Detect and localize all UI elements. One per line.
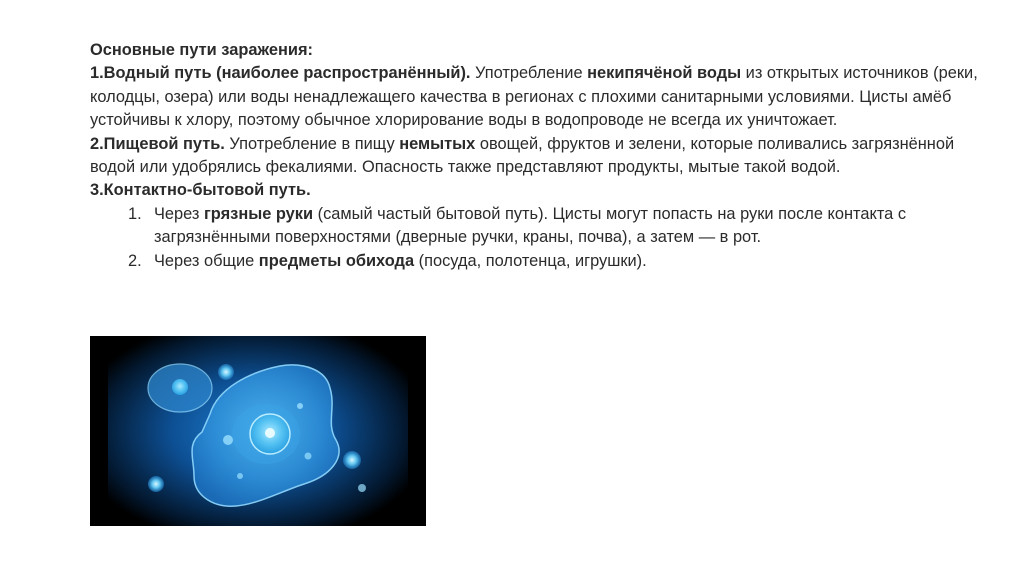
water-bold-1: некипячёной воды	[587, 64, 742, 83]
food-text-2: овощей, фруктов и зелени, которые поливались загрязнённой водой или удобрялись фекалиями. Опасность также представляют продукты, мытые такой водой.	[90, 134, 955, 177]
list-item-text-2: (посуда, полотенца, игрушки).	[414, 251, 647, 270]
water-text-1: Употребление	[470, 64, 588, 83]
list-item-text-2: (самый частый бытовой путь). Цисты могут попасть на руки после контакта с загрязнёнными поверхностями (дверные ручки, краны, почва), а затем — в рот.	[154, 204, 907, 247]
list-item-number: 1.	[128, 204, 142, 223]
food-bold-1: немытых	[399, 134, 476, 153]
slide-title: Основные пути заражения:	[90, 41, 313, 59]
amoeba-image	[90, 336, 426, 526]
list-item	[90, 250, 990, 273]
list-item	[90, 203, 990, 250]
amoeba-micrograph	[90, 336, 426, 526]
water-text-2: из открытых источников (реки, колодцы, озера) или воды ненадлежащего качества в регионах с плохими санитарными условиями. Цисты амёб устойчивы к хлору, поэтому обычное хлорирование воды в водопроводе не всегда их уничтожает.	[90, 64, 978, 130]
contact-route-list	[90, 203, 990, 273]
food-route-label: 2.Пищевой путь.	[90, 134, 225, 153]
text-content	[90, 39, 990, 273]
water-route-paragraph	[90, 62, 990, 132]
list-item-text-1: Через общие	[154, 251, 259, 270]
list-item-number: 2.	[128, 251, 142, 270]
list-item-bold: предметы обихода	[258, 251, 415, 270]
food-route-paragraph	[90, 133, 990, 180]
contact-route-label: 3.Контактно-бытовой путь.	[90, 181, 311, 200]
food-text-1: Употребление в пищу	[224, 134, 400, 153]
water-route-label: 1.Водный путь (наиболее распространённый).	[90, 64, 471, 83]
list-item-bold: грязные руки	[203, 204, 314, 223]
list-item-text-1: Через	[154, 204, 204, 223]
